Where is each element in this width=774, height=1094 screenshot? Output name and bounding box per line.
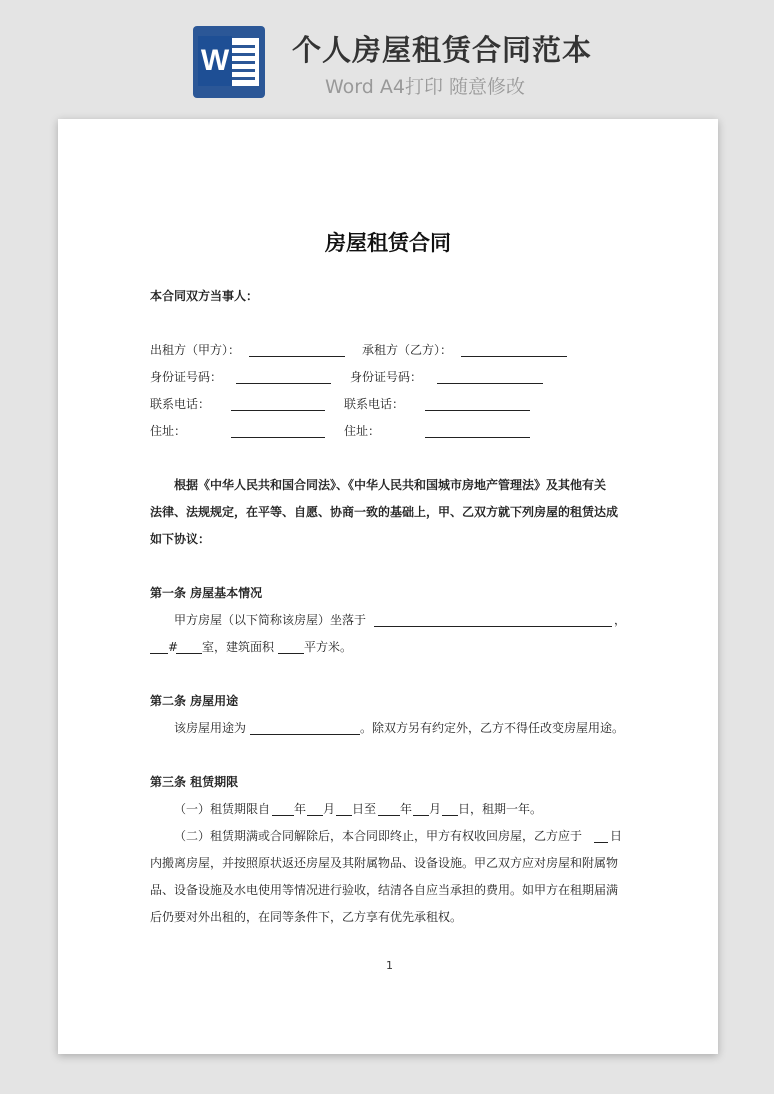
- article-3-term-label: （一）租赁期限自: [174, 802, 271, 816]
- preamble-line-1: 根据《中华人民共和国合同法》、《中华人民共和国城市房地产管理法》及其他有关: [174, 478, 607, 492]
- end-day-blank[interactable]: [442, 804, 458, 816]
- party-b-id-label: 身份证号码：: [350, 370, 423, 384]
- word-icon: [193, 26, 265, 98]
- header-title: 个人房屋租赁合同范本: [292, 33, 593, 67]
- end-day-label: 日，租期一年。: [458, 802, 543, 816]
- page-number: 1: [386, 959, 393, 972]
- party-a-phone-label: 联系电话：: [150, 397, 211, 411]
- parties-heading: 本合同双方当事人：: [150, 289, 259, 303]
- start-year-label: 年: [294, 802, 307, 816]
- document-title: 房屋租赁合同: [325, 231, 451, 255]
- move-out-days-blank[interactable]: [594, 831, 608, 843]
- start-day-blank[interactable]: [336, 804, 352, 816]
- party-a-address-label: 住址：: [150, 424, 187, 438]
- start-day-to-label: 日至: [352, 802, 377, 816]
- location-blank[interactable]: [374, 615, 612, 627]
- party-a-label: 出租方（甲方）：: [150, 343, 241, 357]
- article-3-p2-line-3: 品、设备设施及水电使用等情况进行验收，结清各自应当承担的费用。如甲方在租期届满: [150, 883, 619, 897]
- area-blank[interactable]: [278, 642, 304, 654]
- preamble-line-2: 法律、法规规定，在平等、自愿、协商一致的基础上，甲、乙双方就下列房屋的租赁达成: [150, 505, 619, 519]
- article-1-room-area-label: 室，建筑面积: [202, 640, 275, 654]
- start-month-blank[interactable]: [307, 804, 323, 816]
- article-1-unit: 平方米。: [304, 640, 353, 654]
- party-a-address-blank[interactable]: [231, 426, 325, 438]
- party-b-phone-label: 联系电话：: [344, 397, 405, 411]
- start-month-label: 月: [323, 802, 336, 816]
- party-b-id-blank[interactable]: [437, 372, 543, 384]
- party-b-phone-blank[interactable]: [425, 399, 530, 411]
- article-2-usage-label: 该房屋用途为: [174, 721, 247, 735]
- article-1-heading: 第一条 房屋基本情况: [150, 586, 263, 600]
- party-a-blank[interactable]: [249, 345, 345, 357]
- party-a-phone-blank[interactable]: [231, 399, 325, 411]
- article-2-usage-text: 。除双方另有约定外，乙方不得任改变房屋用途。: [360, 721, 625, 735]
- template-header: [0, 0, 774, 110]
- party-a-id-blank[interactable]: [236, 372, 331, 384]
- room-number-blank[interactable]: [176, 642, 202, 654]
- usage-blank[interactable]: [250, 723, 360, 735]
- header-subtitle: Word A4打印 随意修改: [325, 76, 526, 98]
- article-3-p2-line-4: 后仍要对外出租的，在同等条件下，乙方享有优先承租权。: [150, 910, 463, 924]
- party-b-address-blank[interactable]: [425, 426, 530, 438]
- end-month-label: 月: [429, 802, 442, 816]
- party-a-id-label: 身份证号码：: [150, 370, 223, 384]
- article-3-heading: 第三条 租赁期限: [150, 775, 239, 789]
- article-3-p2-day: 日: [610, 829, 623, 843]
- end-year-blank[interactable]: [378, 804, 400, 816]
- document-page: [58, 119, 718, 1054]
- article-1-location-label: 甲方房屋（以下简称该房屋）坐落于: [174, 613, 367, 627]
- end-year-label: 年: [400, 802, 413, 816]
- start-year-blank[interactable]: [272, 804, 294, 816]
- party-b-label: 承租方（乙方）：: [362, 343, 453, 357]
- article-3-p2-line-2: 内搬离房屋，并按照原状返还房屋及其附属物品、设备设施。甲乙双方应对房屋和附属物: [150, 856, 619, 870]
- preamble-line-3: 如下协议：: [150, 532, 211, 546]
- party-b-blank[interactable]: [461, 345, 567, 357]
- end-month-blank[interactable]: [413, 804, 429, 816]
- article-1-comma: ，: [614, 613, 627, 627]
- article-3-p2-line-1: （二）租赁期满或合同解除后，本合同即终止，甲方有权收回房屋，乙方应于: [174, 829, 583, 843]
- party-b-address-label: 住址：: [344, 424, 381, 438]
- article-2-heading: 第二条 房屋用途: [150, 694, 239, 708]
- building-number-blank[interactable]: [150, 642, 168, 654]
- article-1-hash: #: [168, 640, 179, 654]
- word-letter: W: [198, 36, 232, 86]
